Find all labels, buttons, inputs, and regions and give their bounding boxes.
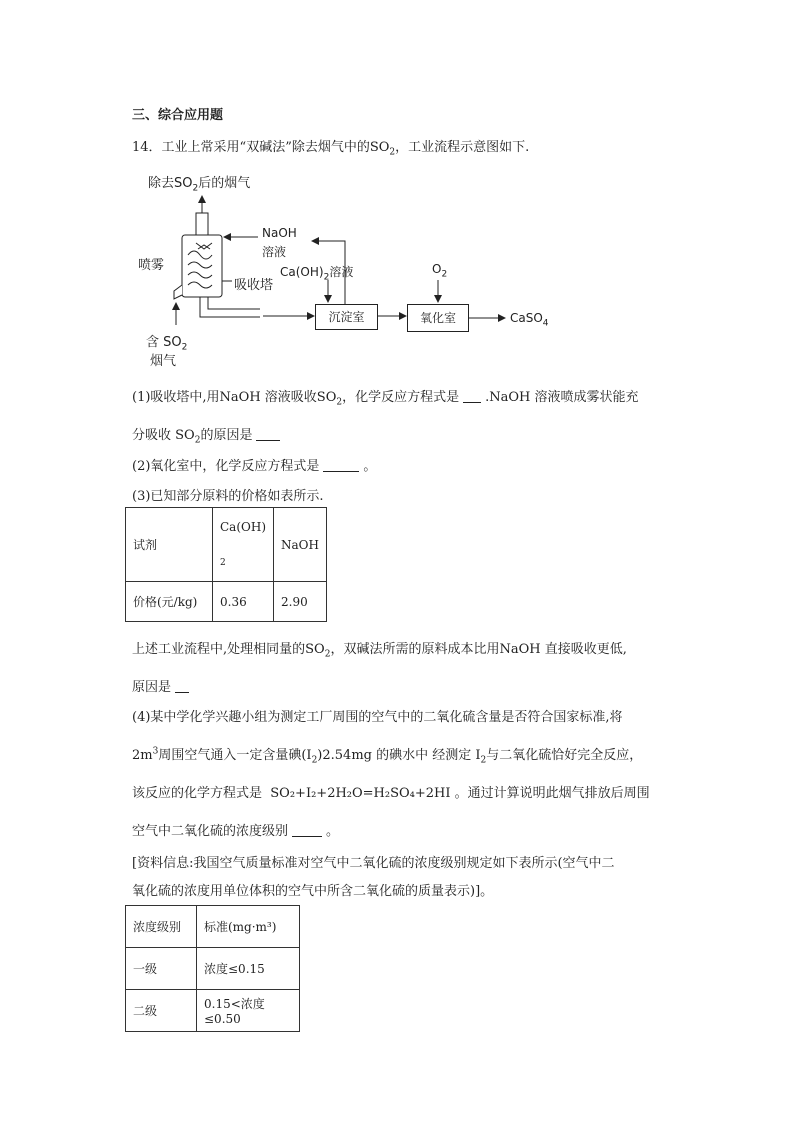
concentration-table-level-1: 一级	[126, 948, 197, 990]
q1-blank-reason[interactable]	[256, 428, 280, 441]
absorption-tower	[174, 213, 260, 317]
process-diagram	[0, 0, 794, 380]
tower-label: 吸收塔	[234, 278, 274, 293]
concentration-table-level-2: 二级	[126, 990, 197, 1032]
concentration-table-standard-2: 0.15<浓度≤0.50	[197, 990, 300, 1032]
q4-line2: $2m^3$周围空气通入一定含量碘$(I_2)2.54mg$ 的碘水中 经测定 $I_2$与二氧化硫恰好完全反应，	[132, 746, 643, 766]
price-table-naoh-price: 2.90	[274, 582, 327, 622]
q2-blank-equation[interactable]	[323, 459, 359, 472]
section-title: 三、综合应用题	[132, 108, 224, 123]
concentration-table-header-level: 浓度级别	[126, 906, 197, 948]
concentration-table-header-standard: 标准(mg·m³)	[197, 906, 300, 948]
q4-info1: [资料信息:我国空气质量标准对空气中二氧化硫的浓度级别规定如下表所示(空气中二	[132, 856, 615, 871]
caoh2-label: $Ca(OH)_2$溶液	[280, 265, 354, 283]
diagram-lines	[0, 0, 794, 380]
price-table-header-naoh: NaOH	[274, 508, 327, 582]
naoh-label: NaOH	[262, 226, 297, 240]
price-table-header-caoh2: Ca(OH) 2	[213, 508, 274, 582]
question-intro: 14．工业上常采用“双碱法”除去烟气中的$SO_2$，工业流程示意图如下.	[132, 140, 530, 158]
q1-line2: 分吸收 $SO_2$的原因是	[132, 424, 284, 446]
q2-line: (2)氧化室中，化学反应方程式是 。	[132, 459, 377, 474]
price-table	[125, 507, 327, 622]
inlet-label: 含 $SO_2$	[146, 335, 188, 353]
concentration-table	[125, 905, 300, 1032]
q4-line3: 该反应的化学方程式是 SO₂+I₂+2H₂O=H₂SO₄+2HI 。通过计算说明此烟气排放后周围	[132, 786, 650, 801]
naoh-solution-label: 溶液	[262, 245, 287, 259]
inlet-gas-label: 烟气	[150, 354, 177, 369]
q3-follow1: 上述工业流程中,处理相同量的$SO_2$，双碱法所需的原料成本比用NaOH 直接吸收更低,	[132, 642, 627, 660]
spray-label: 喷雾	[138, 258, 165, 273]
q3-intro: (3)已知部分原料的价格如表所示.	[132, 489, 324, 504]
product-label: CaSO$_4$	[510, 311, 549, 329]
q3-blank-reason[interactable]	[175, 680, 189, 693]
o2-label: $O_2$	[432, 262, 448, 280]
question-number: 14．	[132, 140, 162, 155]
price-table-header-reagent: 试剂	[126, 508, 213, 582]
settling-room-box: 沉淀室	[315, 304, 378, 330]
q1-blank-equation[interactable]	[463, 390, 481, 403]
q3-follow2: 原因是	[132, 676, 193, 695]
price-table-caoh2-price: 0.36	[213, 582, 274, 622]
concentration-table-standard-1: 浓度≤0.15	[197, 948, 300, 990]
oxidation-room-box: 氧化室	[407, 304, 469, 332]
q4-line1: (4)某中学化学兴趣小组为测定工厂周围的空气中的二氧化硫含量是否符合国家标准,将	[132, 710, 623, 725]
q4-info2: 氧化硫的浓度用单位体积的空气中所含二氧化硫的质量表示)]。	[132, 884, 494, 899]
reaction-equation: SO₂+I₂+2H₂O=H₂SO₄+2HI	[270, 786, 451, 801]
price-table-price-label: 价格(元/kg)	[126, 582, 213, 622]
q4-line4: 空气中二氧化硫的浓度级别 。	[132, 824, 340, 839]
exhaust-label: 除去$SO_2$后的烟气	[148, 176, 251, 194]
q1-line1: (1)吸收塔中,用NaOH 溶液吸收$SO_2$，化学反应方程式是 .NaOH 溶液喷成雾状能充	[132, 390, 639, 408]
q4-blank-level[interactable]	[292, 824, 322, 837]
